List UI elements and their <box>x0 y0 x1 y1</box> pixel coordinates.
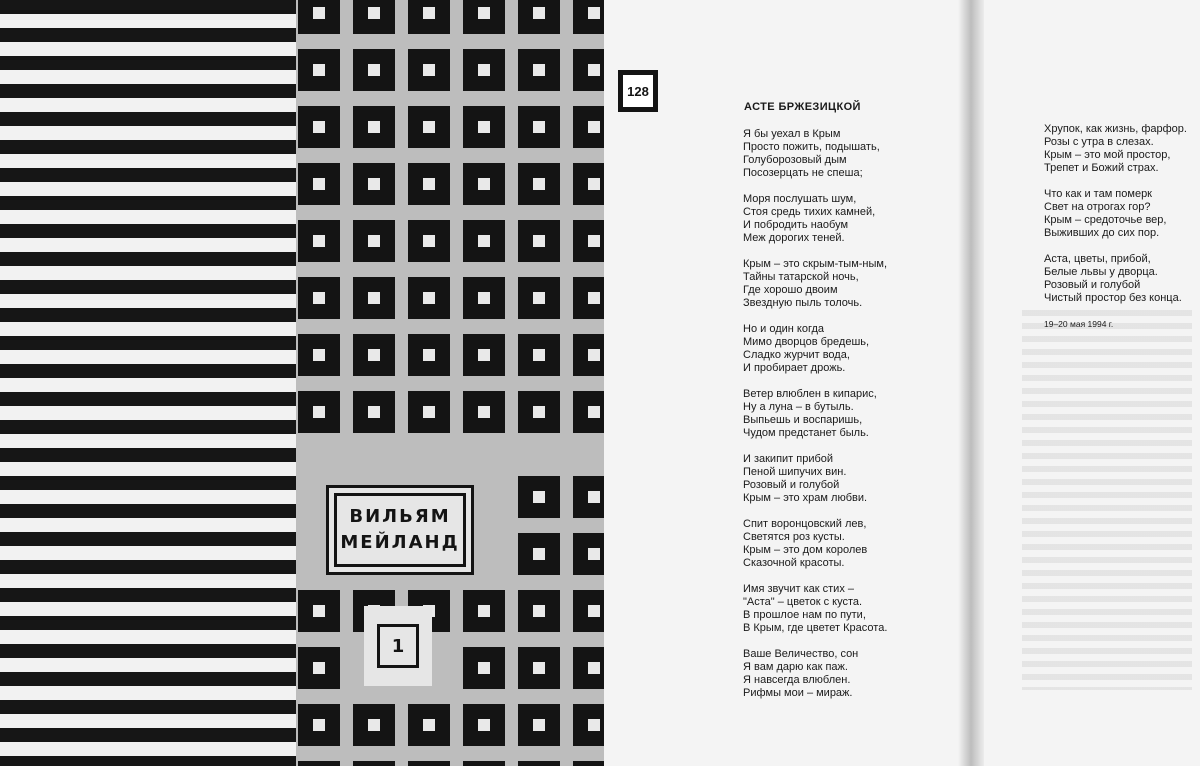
pattern-square <box>298 0 340 34</box>
pattern-square <box>463 647 505 689</box>
pattern-square <box>353 0 395 34</box>
poem-line: Моря послушать шум, <box>743 193 857 205</box>
poem-stanza <box>743 323 887 375</box>
pattern-square <box>408 704 450 746</box>
pattern-square <box>298 277 340 319</box>
pattern-square <box>463 163 505 205</box>
poem-stanza <box>743 583 887 635</box>
poem-line: Пеной шипучих вин. <box>743 466 847 478</box>
pattern-square <box>573 106 604 148</box>
pattern-square <box>573 220 604 262</box>
poem-line: И пробирает дрожь. <box>743 362 846 374</box>
pattern-square <box>298 590 340 632</box>
pattern-square <box>298 334 340 376</box>
poem-line: Крым – это храм любви. <box>743 492 868 504</box>
page-gutter <box>958 0 984 766</box>
pattern-square <box>463 49 505 91</box>
poem-line: Трепет и Божий страх. <box>1044 162 1159 174</box>
volume-plate <box>364 606 432 686</box>
pattern-square <box>463 220 505 262</box>
pattern-square <box>353 334 395 376</box>
volume-number: 1 <box>377 624 419 668</box>
poem-line: Ветер влюблен в кипарис, <box>743 388 877 400</box>
poem-line: Меж дорогих теней. <box>743 232 845 244</box>
pattern-square <box>573 391 604 433</box>
pattern-square <box>573 49 604 91</box>
poem-line: Крым – средоточье вер, <box>1044 214 1167 226</box>
pattern-square <box>463 391 505 433</box>
author-last-name: МЕЙЛАНД <box>340 532 460 553</box>
poem-line: Я бы уехал в Крым <box>743 128 841 140</box>
pattern-square <box>298 391 340 433</box>
pattern-square <box>353 220 395 262</box>
poem-date: 19–20 мая 1994 г. <box>1044 319 1114 329</box>
poem-line: Тайны татарской ночь, <box>743 271 859 283</box>
pattern-square <box>463 0 505 34</box>
poem-line: Просто пожить, подышать, <box>743 141 880 153</box>
pattern-square <box>573 761 604 766</box>
pattern-square <box>463 590 505 632</box>
poem-line: И побродить наобум <box>743 219 849 231</box>
pattern-square <box>573 334 604 376</box>
poem-line: Свет на отрогах гор? <box>1044 201 1151 213</box>
pattern-square <box>353 277 395 319</box>
pattern-square <box>518 391 560 433</box>
poem-line: Сказочной красоты. <box>743 557 845 569</box>
poem-line: Имя звучит как стих – <box>743 583 854 595</box>
poem-stanza <box>743 518 887 570</box>
poem-line: Розы с утра в слезах. <box>1044 136 1154 148</box>
poem-line: Мимо дворцов бредешь, <box>743 336 870 348</box>
pattern-square <box>463 106 505 148</box>
pattern-square <box>353 106 395 148</box>
pattern-square <box>353 761 395 766</box>
pattern-square <box>573 647 604 689</box>
pattern-square <box>518 0 560 34</box>
cover-square-pattern <box>296 0 604 766</box>
pattern-square <box>518 761 560 766</box>
poem-line: Розовый и голубой <box>743 479 840 491</box>
poem-stanza <box>743 453 887 505</box>
pattern-square <box>298 704 340 746</box>
pattern-square <box>463 704 505 746</box>
poem-line: И закипит прибой <box>743 453 834 465</box>
pattern-square <box>353 391 395 433</box>
poem-line: Аста, цветы, прибой, <box>1044 253 1151 265</box>
poem-left-column <box>743 128 887 713</box>
bleed-through-text <box>1022 310 1192 690</box>
pattern-square <box>463 761 505 766</box>
pattern-square <box>353 704 395 746</box>
book-page <box>604 0 1200 766</box>
pattern-square <box>298 220 340 262</box>
poem-line: Я навсегда влюблен. <box>743 674 851 686</box>
pattern-square <box>298 106 340 148</box>
poem-line: Розовый и голубой <box>1044 279 1141 291</box>
pattern-square <box>298 163 340 205</box>
poem-line: В Крым, где цветет Красота. <box>743 622 888 634</box>
pattern-square <box>353 49 395 91</box>
poem-line: Ну а луна – в бутыль. <box>743 401 854 413</box>
poem-line: Хрупок, как жизнь, фарфор. <box>1044 123 1187 135</box>
pattern-square <box>408 277 450 319</box>
pattern-square <box>408 761 450 766</box>
poem-line: Посозерцать не спеша; <box>743 167 863 179</box>
pattern-square <box>518 334 560 376</box>
pattern-square <box>518 533 560 575</box>
pattern-square <box>518 476 560 518</box>
poem-line: В прошлое нам по пути, <box>743 609 866 621</box>
pattern-square <box>408 163 450 205</box>
author-name-plate <box>326 485 474 575</box>
pattern-square <box>518 647 560 689</box>
page-number: 128 <box>618 70 658 112</box>
poem-line: Выпьешь и воспаришь, <box>743 414 863 426</box>
poem-line: Крым – это мой простор, <box>1044 149 1171 161</box>
pattern-square <box>408 334 450 376</box>
pattern-square <box>573 277 604 319</box>
pattern-square <box>518 220 560 262</box>
poem-stanza <box>743 193 887 245</box>
pattern-square <box>518 106 560 148</box>
poem-line: Белые львы у дворца. <box>1044 266 1158 278</box>
poem-stanza <box>743 648 887 700</box>
pattern-square <box>408 220 450 262</box>
pattern-square <box>408 391 450 433</box>
poem-line: Сладко журчит вода, <box>743 349 850 361</box>
pattern-square <box>463 277 505 319</box>
poem-line: Светятся роз кусты. <box>743 531 845 543</box>
poem-line: Но и один когда <box>743 323 824 335</box>
pattern-square <box>573 704 604 746</box>
poem-line: Я вам дарю как паж. <box>743 661 848 673</box>
pattern-square <box>573 476 604 518</box>
poem-line: Чистый простор без конца. <box>1044 292 1182 304</box>
pattern-square <box>298 761 340 766</box>
poem-stanza <box>743 128 887 180</box>
poem-stanza <box>743 388 887 440</box>
poem-stanza <box>743 258 887 310</box>
pattern-square <box>518 49 560 91</box>
pattern-square <box>573 0 604 34</box>
poem-line: Что как и там померк <box>1044 188 1152 200</box>
pattern-square <box>408 0 450 34</box>
pattern-square <box>518 704 560 746</box>
pattern-square <box>298 647 340 689</box>
pattern-square <box>298 49 340 91</box>
pattern-square <box>408 49 450 91</box>
pattern-square <box>573 163 604 205</box>
poem-line: Голуборозовый дым <box>743 154 847 166</box>
pattern-square <box>408 106 450 148</box>
poem-line: Чудом предстанет быль. <box>743 427 869 439</box>
poem-line: Рифмы мои – мираж. <box>743 687 853 699</box>
author-first-name: ВИЛЬЯМ <box>349 506 451 527</box>
pattern-square <box>463 334 505 376</box>
poem-line: Где хорошо двоим <box>743 284 838 296</box>
poem-line: Крым – это дом королев <box>743 544 868 556</box>
poem-stanza <box>1044 123 1187 175</box>
pattern-square <box>518 277 560 319</box>
cover-stripes <box>0 0 296 766</box>
poem-right-column <box>1044 123 1187 331</box>
poem-title: АСТЕ БРЖЕЗИЦКОЙ <box>744 101 861 113</box>
poem-line: "Аста" – цветок с куста. <box>743 596 863 608</box>
poem-stanza <box>1044 253 1187 305</box>
poem-line: Звездную пыль толочь. <box>743 297 863 309</box>
pattern-square <box>353 163 395 205</box>
poem-line: Стоя средь тихих камней, <box>743 206 876 218</box>
poem-line: Спит воронцовский лев, <box>743 518 867 530</box>
poem-stanza <box>1044 188 1187 240</box>
pattern-square <box>518 590 560 632</box>
pattern-square <box>573 590 604 632</box>
pattern-square <box>518 163 560 205</box>
poem-line: Выживших до сих пор. <box>1044 227 1160 239</box>
poem-line: Крым – это скрым-тым-ным, <box>743 258 888 270</box>
pattern-square <box>573 533 604 575</box>
poem-line: Ваше Величество, сон <box>743 648 859 660</box>
